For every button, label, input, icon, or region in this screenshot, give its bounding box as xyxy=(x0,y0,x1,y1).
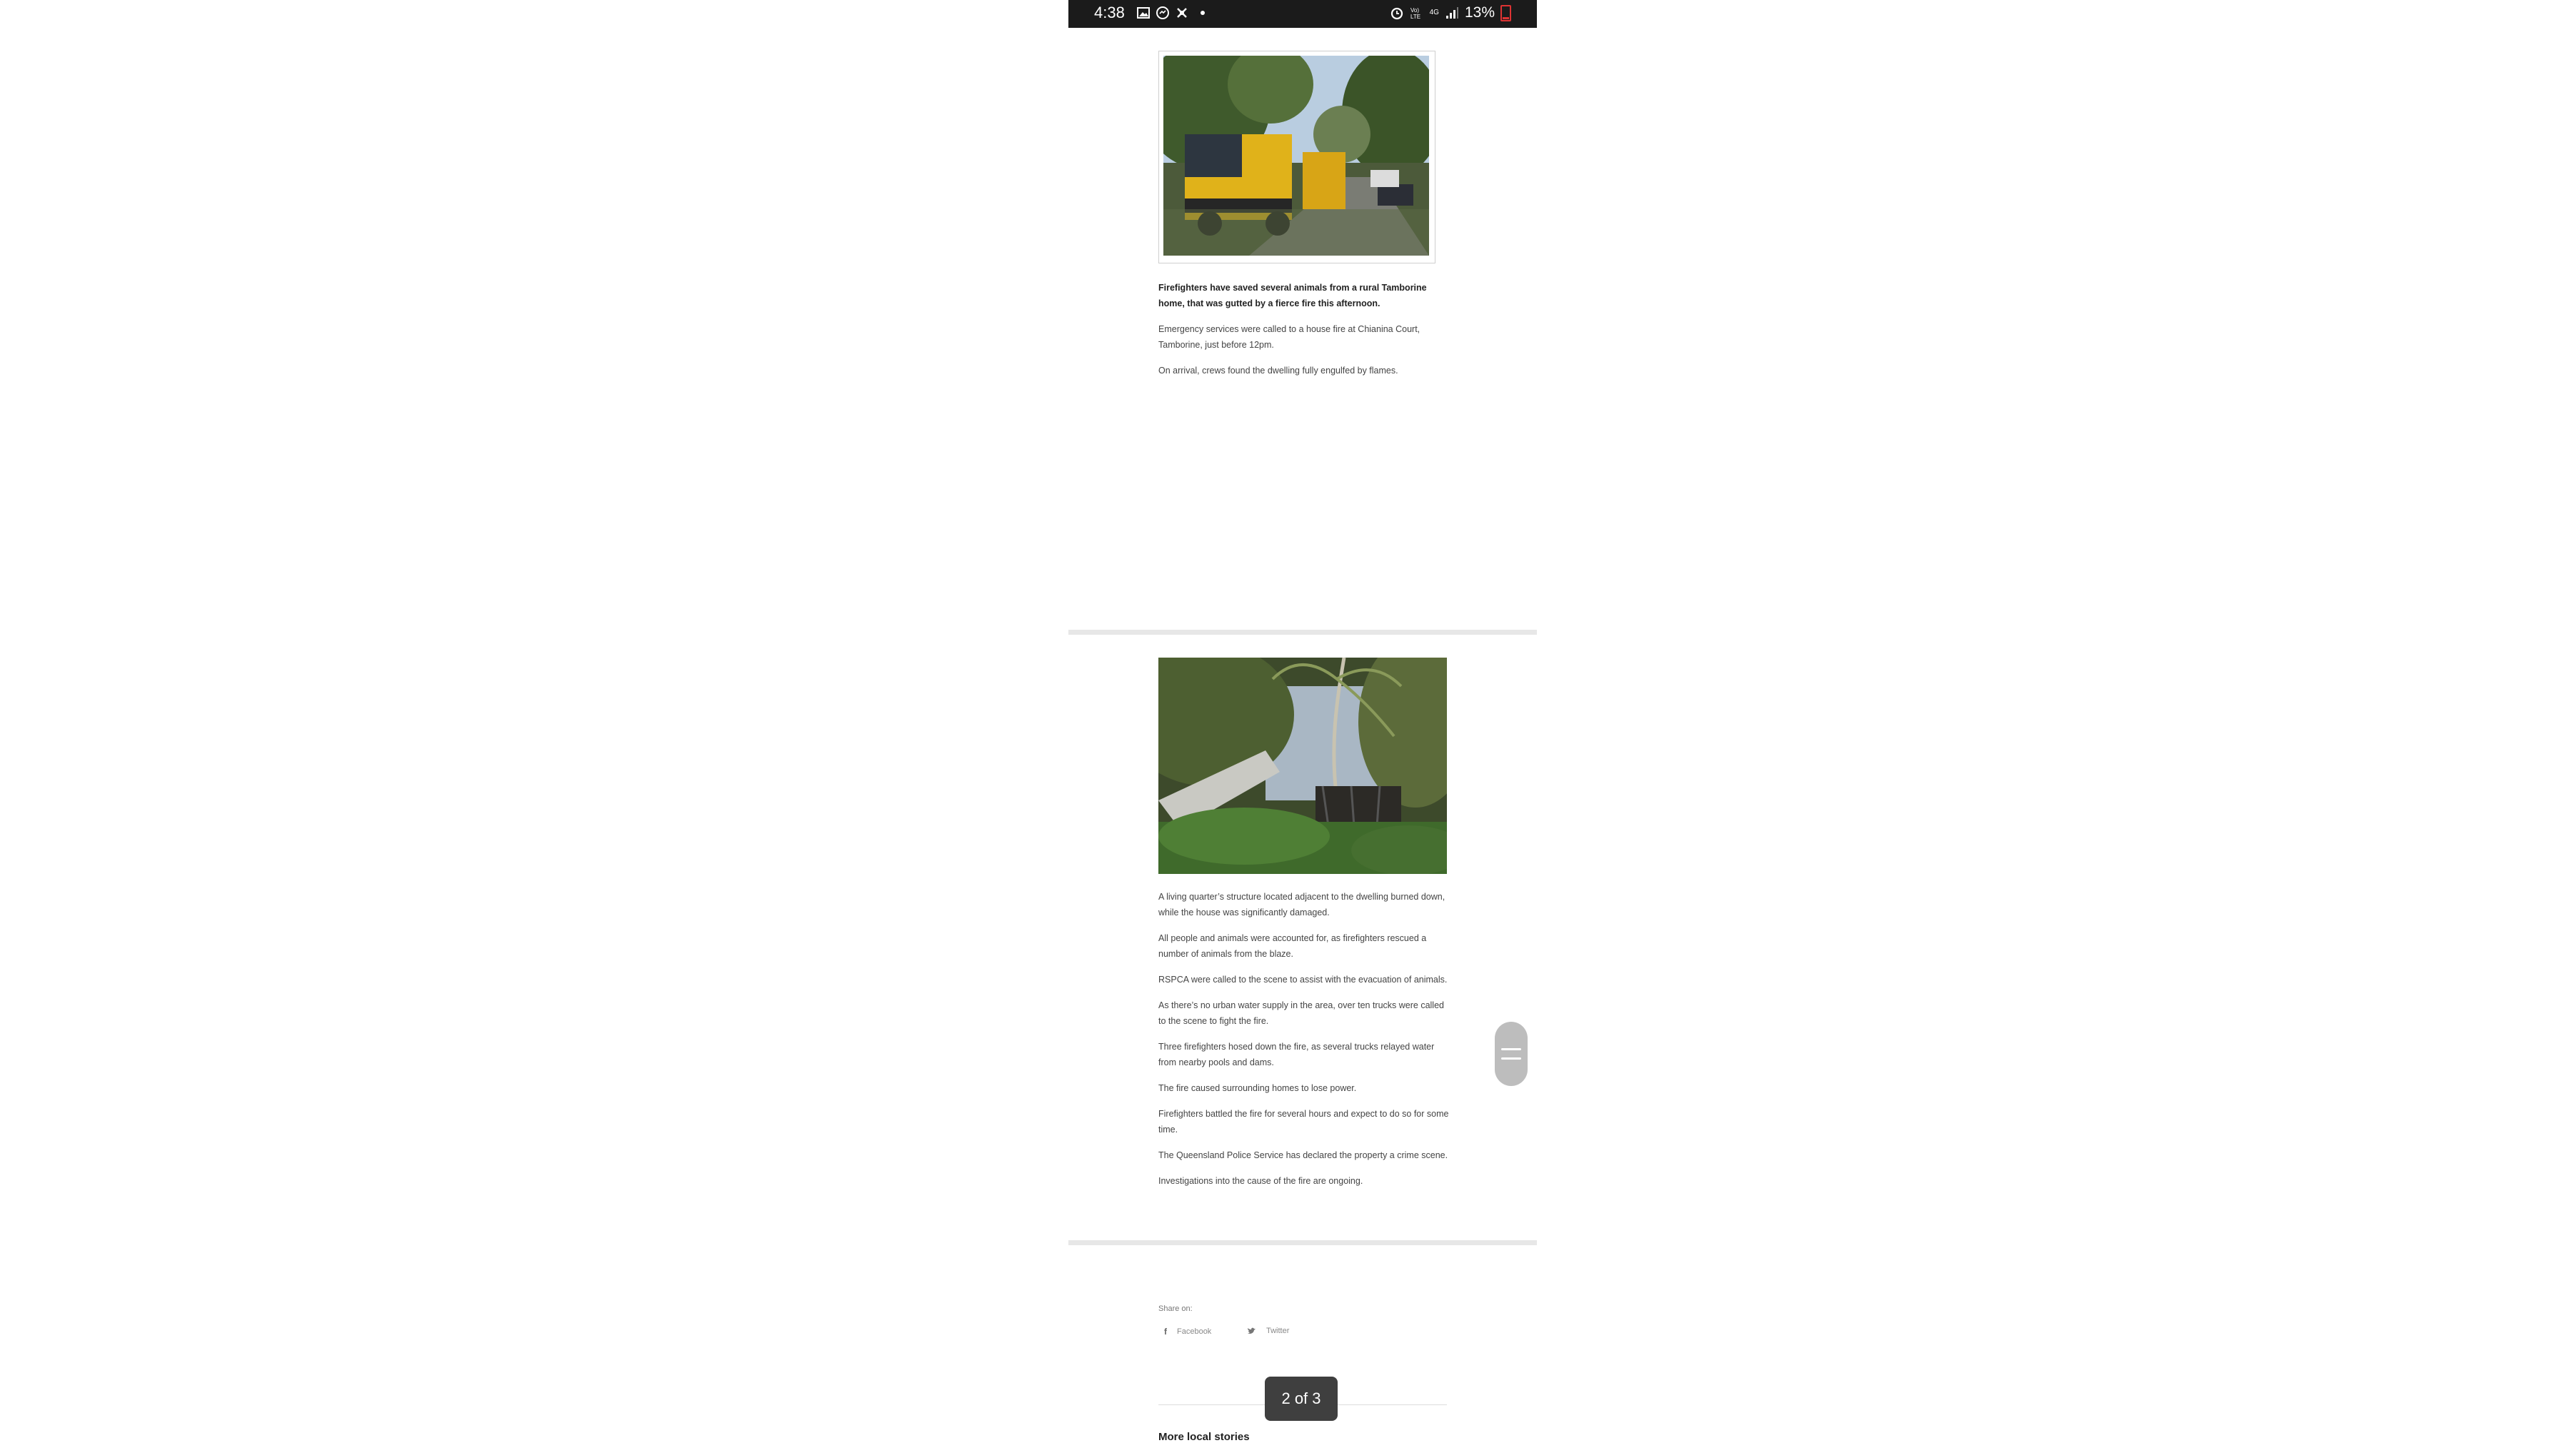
facebook-label: Facebook xyxy=(1177,1327,1212,1336)
article-paragraph: Emergency services were called to a house fire at Chianina Court, Tamborine, just before 12pm. xyxy=(1158,324,1420,350)
article-paragraph: The Queensland Police Service has declared the property a crime scene. xyxy=(1158,1150,1448,1160)
svg-text:Vo): Vo) xyxy=(1410,7,1419,14)
alarm-icon xyxy=(1390,6,1404,20)
network-type: 4G xyxy=(1429,9,1439,16)
status-bar xyxy=(1068,0,1537,28)
svg-text:LTE: LTE xyxy=(1410,14,1420,20)
article-paragraph: Firefighters battled the fire for several hours and expect to do so for some time. xyxy=(1158,1109,1449,1135)
facebook-icon: f xyxy=(1164,1327,1167,1337)
more-notifications-dot-icon xyxy=(1196,6,1210,20)
twitter-icon xyxy=(1247,1327,1256,1335)
volte-icon xyxy=(1410,6,1424,20)
article-paragraph: Investigations into the cause of the fire are ongoing. xyxy=(1158,1176,1363,1186)
article-paragraph: RSPCA were called to the scene to assist with the evacuation of animals. xyxy=(1158,975,1448,985)
share-twitter-button[interactable] xyxy=(1247,1327,1289,1335)
section-divider xyxy=(1068,1240,1537,1245)
scroll-handle-grip xyxy=(1501,1048,1521,1050)
section-divider xyxy=(1068,630,1537,635)
signal-icon xyxy=(1445,6,1459,20)
fire-truck-photo xyxy=(1163,56,1429,256)
article-bottom-text xyxy=(1158,889,1453,1199)
page-indicator-toast: 2 of 3 xyxy=(1265,1377,1338,1421)
article-image-frame xyxy=(1158,51,1435,263)
status-right-cluster xyxy=(1390,4,1511,21)
burned-structure-photo xyxy=(1158,658,1447,874)
article-paragraph: As there’s no urban water supply in the area, over ten trucks were called to the scene to fight the fire. xyxy=(1158,1000,1444,1026)
article-paragraph: A living quarter’s structure located adjacent to the dwelling burned down, while the house was significantly damaged. xyxy=(1158,892,1445,917)
share-label: Share on: xyxy=(1158,1304,1193,1313)
more-stories-heading: More local stories xyxy=(1158,1431,1250,1443)
phone-screen xyxy=(1068,0,1537,1448)
article-top-text xyxy=(1158,280,1453,388)
status-time: 4:38 xyxy=(1094,4,1125,21)
article-paragraph: On arrival, crews found the dwelling fully engulfed by flames. xyxy=(1158,366,1398,376)
article-paragraph: Three firefighters hosed down the fire, as several trucks relayed water from nearby pools and dams. xyxy=(1158,1042,1435,1067)
battery-percent: 13% xyxy=(1464,4,1495,21)
messenger-icon xyxy=(1156,6,1170,20)
app-notification-icon xyxy=(1175,6,1189,20)
article-paragraph: All people and animals were accounted for, as firefighters rescued a number of animals from the blaze. xyxy=(1158,933,1427,959)
article-paragraph: The fire caused surrounding homes to lose power. xyxy=(1158,1083,1357,1093)
gallery-icon xyxy=(1136,6,1151,20)
twitter-label: Twitter xyxy=(1266,1327,1290,1335)
share-facebook-button[interactable] xyxy=(1164,1327,1211,1337)
battery-icon xyxy=(1500,5,1511,21)
article-lead: Firefighters have saved several animals from a rural Tamborine home, that was gutted by a fierce fire this afternoon. xyxy=(1158,283,1427,308)
scroll-handle-grip xyxy=(1501,1057,1521,1060)
fast-scroll-handle[interactable] xyxy=(1495,1022,1528,1086)
